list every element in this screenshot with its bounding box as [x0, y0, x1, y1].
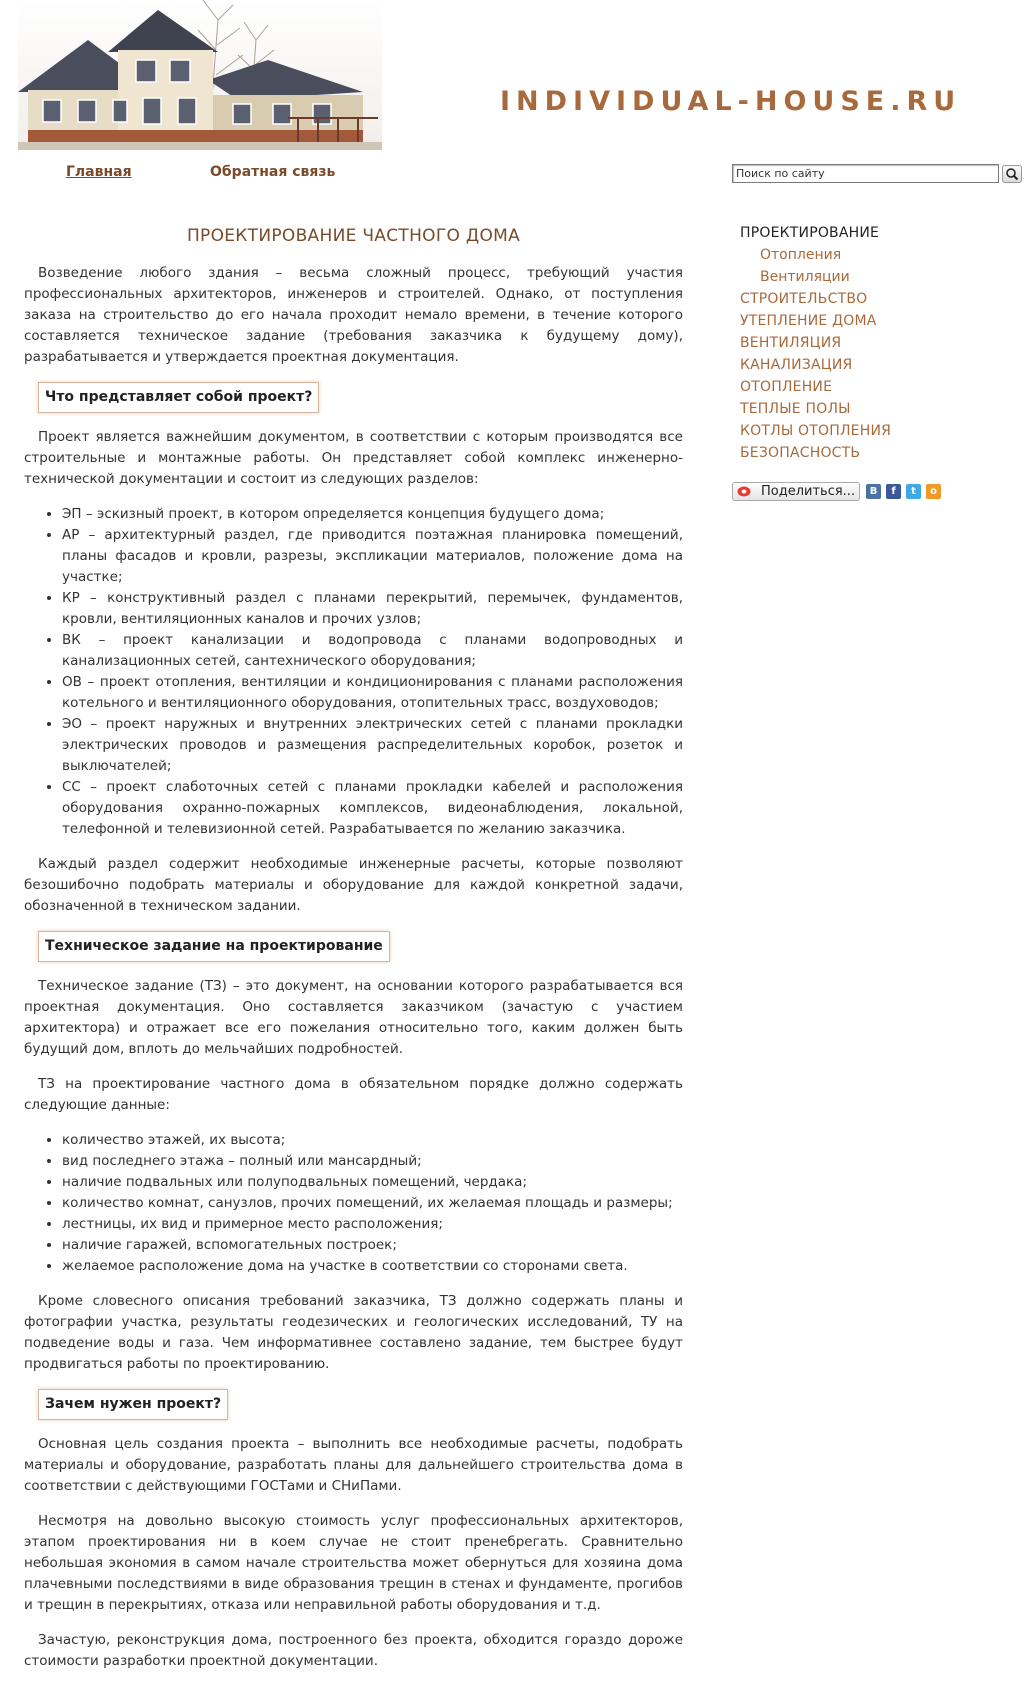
sidebar-item-insulation[interactable]: УТЕПЛЕНИЕ ДОМА	[740, 313, 877, 329]
sidebar-item-sewerage[interactable]: КАНАЛИЗАЦИЯ	[740, 357, 853, 373]
odnoklassniki-icon[interactable]: o	[926, 484, 941, 499]
why-paragraph-1: Основная цель создания проекта – выполнить все необходимые расчеты, подобрать материалы и оборудование, разработать планы для дальнейшего строительства дома в соответствии с действующими ГОСТами и СНиПами.	[24, 1436, 683, 1494]
sidebar-item-safety[interactable]: БЕЗОПАСНОСТЬ	[740, 445, 861, 461]
article-content	[24, 226, 683, 1686]
list-item: • лестницы, их вид и примерное место расположения;	[62, 1214, 683, 1235]
share-button[interactable]	[732, 482, 860, 501]
list-item: • желаемое расположение дома на участке в соответствии со сторонами света.	[62, 1256, 683, 1277]
yandex-share-icon	[737, 486, 751, 497]
list-item: • ОВ – проект отопления, вентиляции и кондиционирования с планами расположения котельного и вентиляционного оборудования, отопительных трасс, воздуховодов;	[62, 672, 683, 714]
list-item: • наличие гаражей, вспомогательных построек;	[62, 1235, 683, 1256]
list-item: • ЭО – проект наружных и внутренних электрических сетей с планами прокладки электрических проводов и размещения распределительных коробок, розеток и выключателей;	[62, 714, 683, 777]
nav-link-contact[interactable]: Обратная связь	[210, 164, 336, 180]
site-logo-house-image[interactable]	[18, 0, 382, 150]
sidebar-item-design[interactable]: ПРОЕКТИРОВАНИЕ	[740, 225, 880, 241]
calc-paragraph: Каждый раздел содержит необходимые инженерные расчеты, которые позволяют безошибочно подобрать материалы и оборудование для каждой конкретной задачи, обозначенной в техническом задании.	[24, 856, 683, 914]
search-button[interactable]	[1002, 165, 1022, 183]
twitter-icon[interactable]: t	[906, 484, 921, 499]
section-heading-project: Что представляет собой проект?	[38, 382, 319, 413]
list-item: • количество комнат, санузлов, прочих помещений, их желаемая площадь и размеры;	[62, 1193, 683, 1214]
list-item: • СС – проект слаботочных сетей с планами прокладки кабелей и расположения оборудования охранно-пожарных комплексов, видеонаблюдения, локальной, телефонной и телевизионной сетей. Разрабатывается по желанию заказчика.	[62, 777, 683, 840]
list-item: • ВК – проект канализации и водопровода с планами водопроводных и канализационных сетей, сантехнического оборудования;	[62, 630, 683, 672]
page-title: ПРОЕКТИРОВАНИЕ ЧАСТНОГО ДОМА	[186, 226, 521, 246]
why-paragraph-2: Несмотря на довольно высокую стоимость услуг профессиональных архитекторов, этапом проектирования ни в коем случае не стоит пренебрегать. Сравнительно небольшая экономия в самом начале строительства может обернуться для хозяина дома плачевными последствиями в виде образования трещин в стенах и фундаменте, прогибов и трещин в перекрытиях, отказа или неправильной работы оборудования и т.д.	[24, 1513, 683, 1613]
sidebar-item-boilers[interactable]: КОТЛЫ ОТОПЛЕНИЯ	[740, 423, 892, 439]
sidebar-item-construction[interactable]: СТРОИТЕЛЬСТВО	[740, 291, 868, 307]
search-form	[732, 164, 1022, 186]
why-paragraph-3: Зачастую, реконструкция дома, построенного без проекта, обходится гораздо дороже стоимости разработки проектной документации.	[24, 1632, 683, 1669]
tz-paragraph-1: Техническое задание (ТЗ) – это документ, на основании которого разрабатывается вся проектная документация. Оно составляется заказчиком (зачастую с участием архитектора) и отражает все его пожелания относительно того, каким должен быть будущий дом, вплоть до мельчайших подробностей.	[24, 978, 683, 1057]
list-item: • КР – конструктивный раздел с планами перекрытий, перемычек, фундаментов, кровли, вентиляционных каналов и прочих узлов;	[62, 588, 683, 630]
search-icon	[1003, 166, 1021, 182]
sidebar-subitem-ventilation[interactable]: Вентиляции	[760, 269, 850, 285]
search-input[interactable]: Поиск по сайту	[732, 164, 999, 183]
section-heading-why: Зачем нужен проект?	[38, 1389, 228, 1420]
vk-icon[interactable]: B	[866, 484, 881, 499]
list-item: • вид последнего этажа – полный или мансардный;	[62, 1151, 683, 1172]
sidebar-menu	[740, 222, 1020, 464]
section-heading-tz: Техническое задание на проектирование	[38, 931, 390, 962]
tz-paragraph-2: ТЗ на проектирование частного дома в обязательном порядке должно содержать следующие данные:	[24, 1076, 683, 1113]
sidebar-item-warm-floors[interactable]: ТЕПЛЫЕ ПОЛЫ	[740, 401, 851, 417]
sidebar-subitem-heating[interactable]: Отопления	[760, 247, 842, 263]
share-label: Поделиться...	[761, 484, 856, 499]
sidebar-item-heating[interactable]: ОТОПЛЕНИЕ	[740, 379, 833, 395]
nav-link-home[interactable]: Главная	[66, 164, 132, 180]
list-item: • ЭП – эскизный проект, в котором определяется концепция будущего дома;	[62, 504, 683, 525]
site-name: INDIVIDUAL-HOUSE.RU	[500, 86, 962, 117]
sections-list	[24, 504, 683, 840]
list-item: • наличие подвальных или полуподвальных помещений, чердака;	[62, 1172, 683, 1193]
intro-paragraph: Возведение любого здания – весьма сложный процесс, требующий участия профессиональных архитекторов, инженеров и строителей. Однако, от поступления заказа на строительство до его начала проходит немало времени, в течение которого составляется техническое задание (требования заказчика к будущему дому), разрабатывается и утверждается проектная документация.	[24, 265, 683, 365]
sidebar-item-ventilation[interactable]: ВЕНТИЛЯЦИЯ	[740, 335, 842, 351]
list-item: • АР – архитектурный раздел, где приводится поэтажная планировка помещений, планы фасадов и кровли, разрезы, экспликации материалов, положение дома на участке;	[62, 525, 683, 588]
facebook-icon[interactable]: f	[886, 484, 901, 499]
list-item: • количество этажей, их высота;	[62, 1130, 683, 1151]
tz-list	[24, 1130, 683, 1277]
tz-paragraph-3: Кроме словесного описания требований заказчика, ТЗ должно содержать планы и фотографии участка, результаты геодезических и геологических исследований, ТУ на подведение воды и газа. Чем информативнее составлено задание, тем быстрее будут продвигаться работы по проектированию.	[24, 1293, 683, 1372]
project-paragraph: Проект является важнейшим документом, в соответствии с которым производятся все строительные и монтажные работы. Он представляет собой комплекс инженерно-технической документации и состоит из следующих разделов:	[24, 429, 683, 487]
